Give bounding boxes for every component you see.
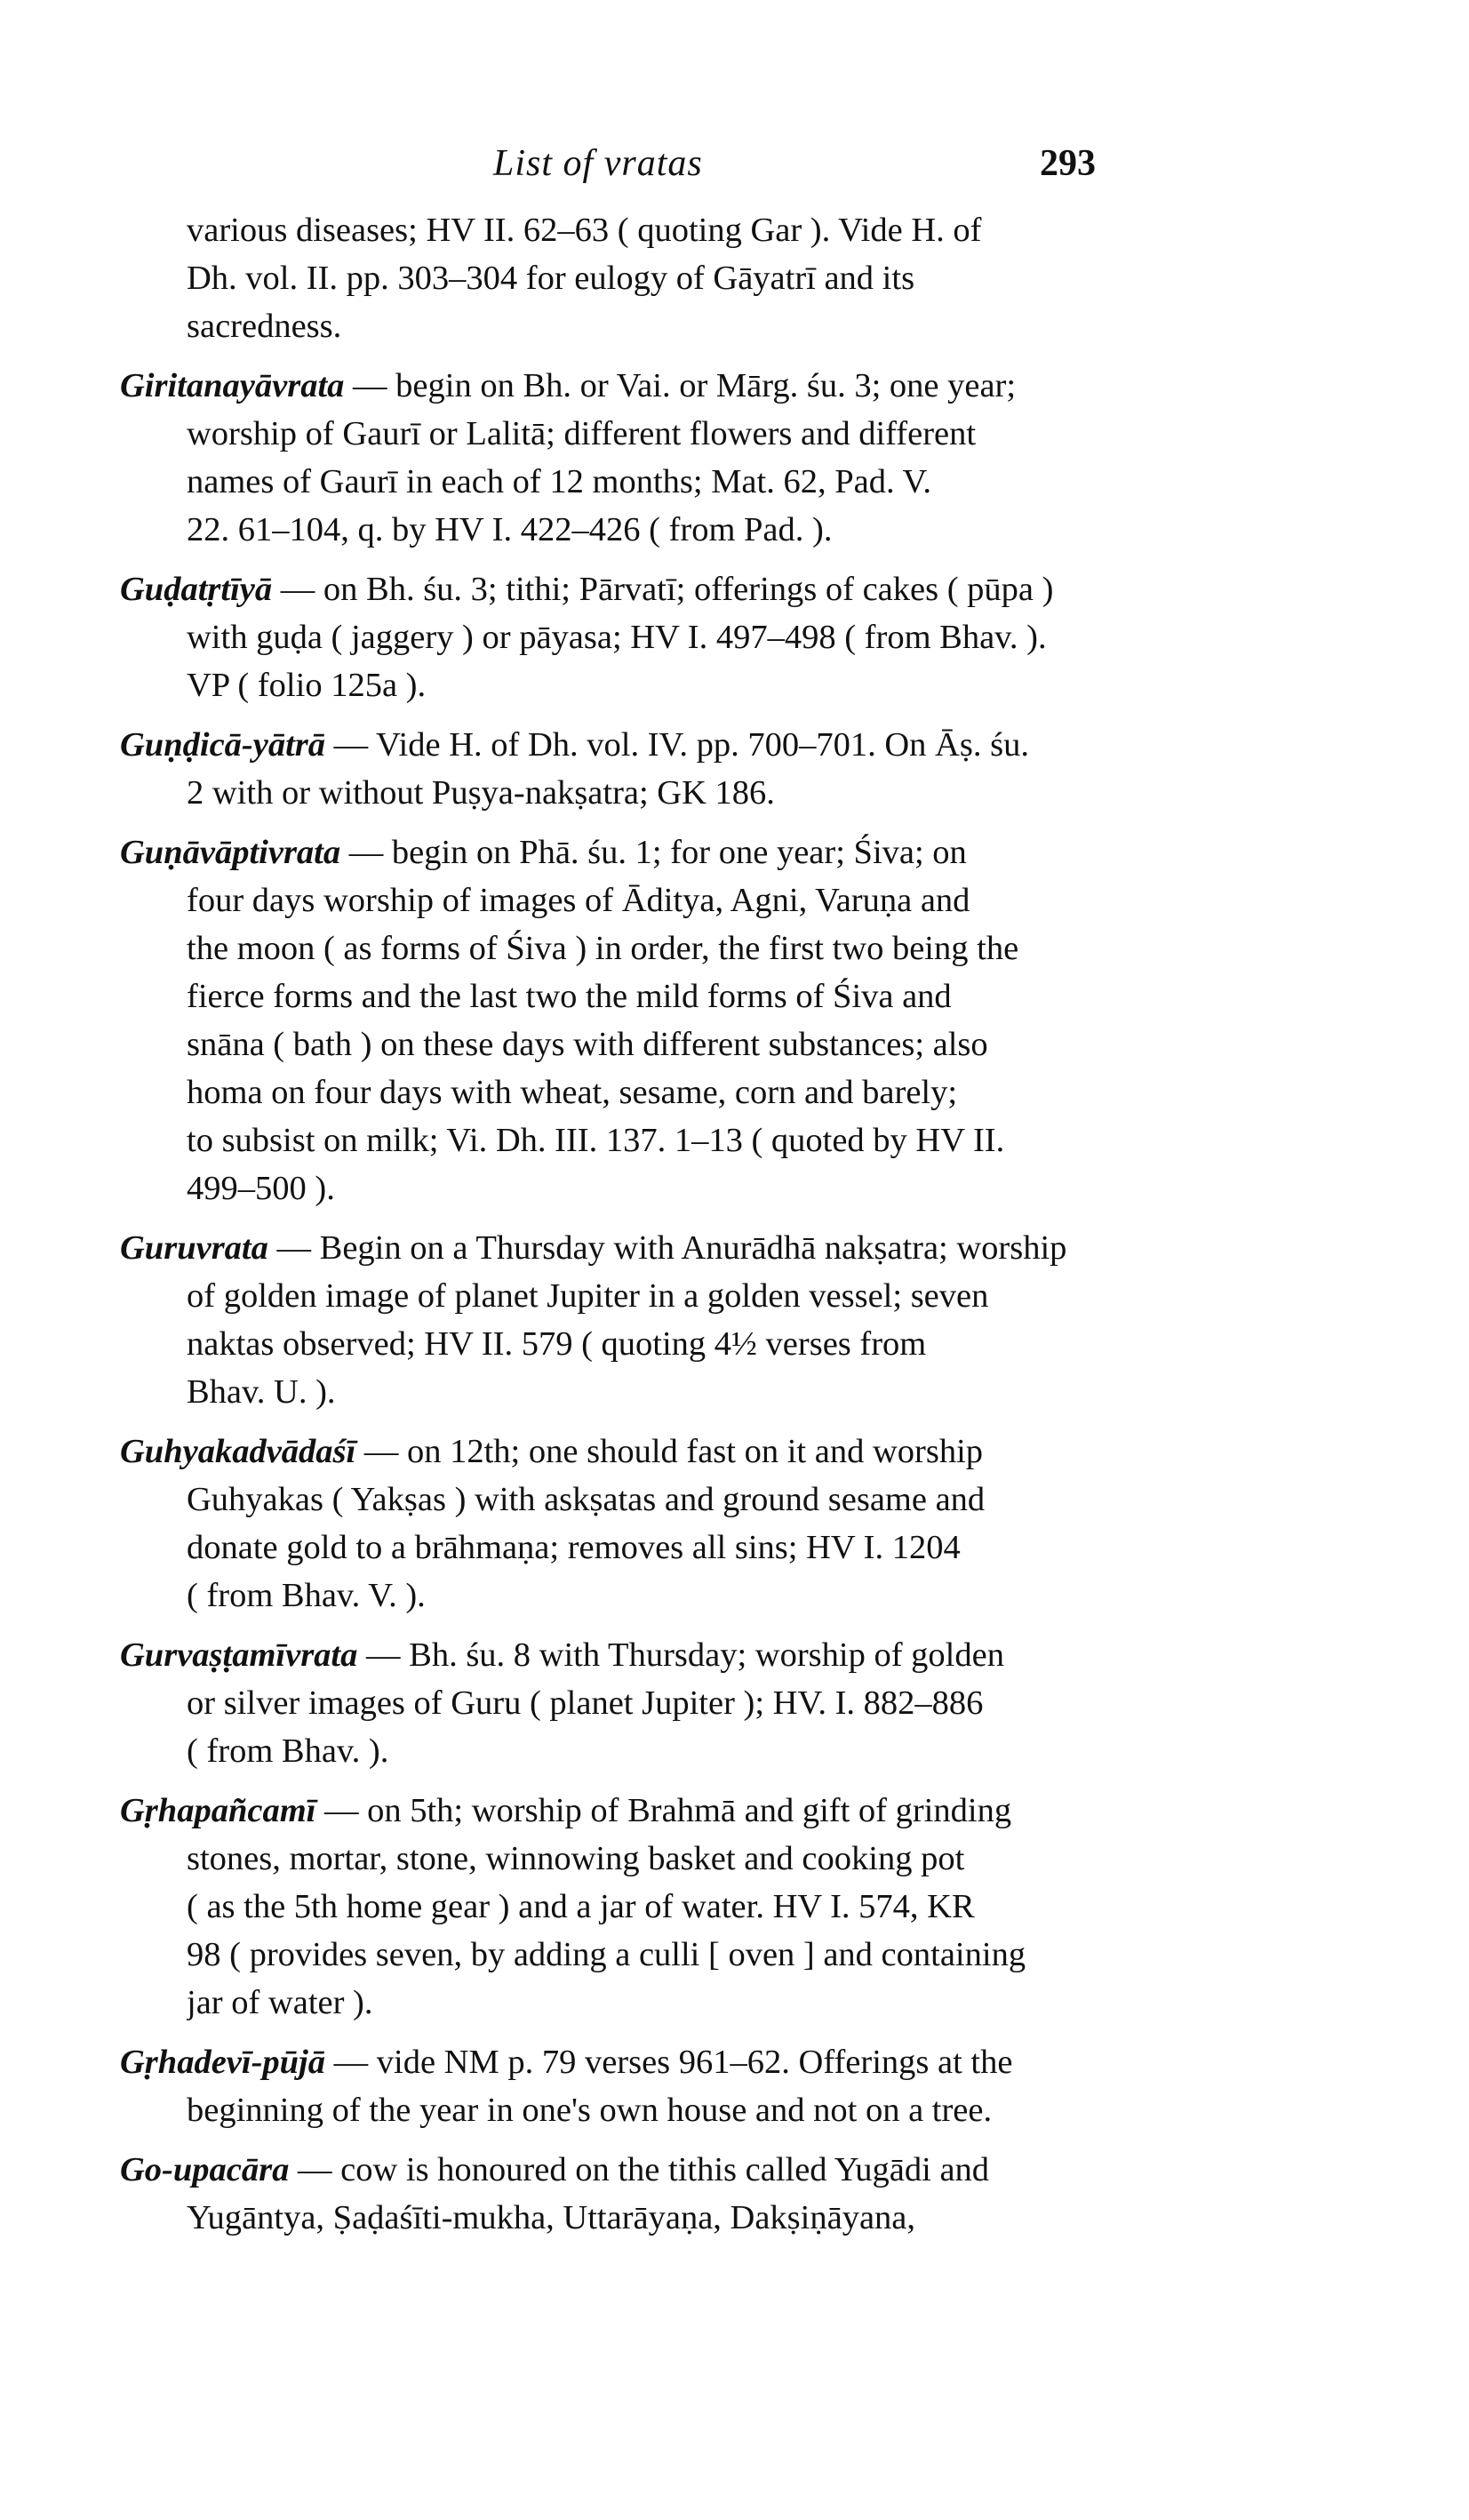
entry-line: sacredness. [187, 308, 342, 345]
entry-headword: Giritanayāvrata [120, 367, 345, 404]
list-item [120, 362, 1186, 554]
list-item [120, 1787, 1186, 2027]
entry-text: — Begin on a Thursday with Anurādhā nakṣatra; worship [267, 1229, 1067, 1267]
entry-line: 499–500 ). [187, 1170, 335, 1207]
running-head [0, 133, 1469, 196]
entry-line: with guḍa ( jaggery ) or pāyasa; HV I. 497–498 ( from Bhav. ). [187, 619, 1047, 656]
entry-line: Guhyakas ( Yakṣas ) with askṣatas and ground sesame and [187, 1481, 986, 1518]
list-item [120, 2146, 1186, 2242]
entry-line: VP ( folio 125a ). [187, 667, 427, 704]
entry-line: worship of Gaurī or Lalitā; different flowers and different [187, 415, 977, 452]
entry-line [120, 1428, 1186, 1476]
entry-line: donate gold to a brāhmaṇa; removes all sins; HV I. 1204 [187, 1529, 961, 1566]
list-item [120, 1224, 1186, 1416]
entry-line: of golden image of planet Jupiter in a golden vessel; seven [187, 1277, 989, 1315]
entry-line: various diseases; HV II. 62–63 ( quoting Gar ). Vide H. of [187, 212, 982, 249]
entry-line [120, 362, 1186, 410]
entry-line: naktas observed; HV II. 579 ( quoting 4½ verses from [187, 1325, 927, 1363]
entry-line: names of Gaurī in each of 12 months; Mat. 62, Pad. V. [187, 463, 931, 500]
entry-headword: Guḍatṛtīyā [120, 571, 273, 608]
entry-line [120, 721, 1186, 769]
entry-line: homa on four days with wheat, sesame, corn and barely; [187, 1074, 958, 1111]
entry-line [120, 1631, 1186, 1679]
entry-line: 22. 61–104, q. by HV I. 422–426 ( from Pad. ). [187, 511, 833, 548]
entry-headword: Guṇḍicā-yātrā [120, 726, 325, 764]
entry-text: — begin on Phā. śu. 1; for one year; Śiva; on [340, 834, 967, 871]
list-item [120, 565, 1186, 709]
entry-line: fierce forms and the last two the mild forms of Śiva and [187, 978, 952, 1015]
entry-headword: Gurvaṣṭamīvrata [120, 1636, 358, 1674]
entry-line [120, 565, 1186, 613]
entry-text: — cow is honoured on the tithis called Yugādi and [289, 2151, 990, 2188]
list-item [120, 721, 1186, 817]
entry-line [120, 1787, 1186, 1835]
list-item [120, 828, 1186, 1212]
entry-text: — vide NM p. 79 verses 961–62. Offerings at the [325, 2044, 1013, 2081]
entry-text: — on Bh. śu. 3; tithi; Pārvatī; offerings of cakes ( pūpa ) [272, 571, 1054, 608]
entry-line: Dh. vol. II. pp. 303–304 for eulogy of Gāyatrī and its [187, 260, 915, 297]
entry-line: ( from Bhav. ). [187, 1732, 389, 1770]
entry-line [120, 2146, 1186, 2194]
entry-text: — begin on Bh. or Vai. or Mārg. śu. 3; one year; [344, 367, 1017, 404]
entry-headword: Gṛhadevī-pūjā [120, 2044, 325, 2081]
entry-line: Yugāntya, Ṣaḍaśīti-mukha, Uttarāyaṇa, Dakṣiṇāyana, [187, 2199, 916, 2236]
entry-headword: Go-upacāra [120, 2151, 290, 2188]
entry-line: ( from Bhav. V. ). [187, 1577, 426, 1614]
entry-line: snāna ( bath ) on these days with different substances; also [187, 1026, 988, 1063]
entry-list [0, 206, 1469, 2253]
entry-line: to subsist on milk; Vi. Dh. III. 137. 1–13 ( quoted by HV II. [187, 1122, 1005, 1159]
page-number: 293 [1040, 143, 1096, 184]
entry-line: or silver images of Guru ( planet Jupiter ); HV. I. 882–886 [187, 1684, 984, 1722]
entry-line: stones, mortar, stone, winnowing basket and cooking pot [187, 1840, 965, 1877]
entry-text: — Vide H. of Dh. vol. IV. pp. 700–701. On Āṣ. śu. [325, 726, 1029, 764]
entry-headword: Guhyakadvādaśī [120, 1433, 356, 1470]
entry-line [120, 2038, 1186, 2086]
entry-line: beginning of the year in one's own house and not on a tree. [187, 2092, 993, 2129]
entry-line [120, 828, 1186, 876]
entry-line: ( as the 5th home gear ) and a jar of water. HV I. 574, KR [187, 1888, 975, 1925]
list-item [120, 1428, 1186, 1620]
entry-headword: Gṛhapañcamī [120, 1792, 316, 1829]
entry-line: four days worship of images of Āditya, Agni, Varuṇa and [187, 882, 970, 919]
entry-headword: Guruvrata [120, 1229, 268, 1267]
list-item [120, 2038, 1186, 2134]
entry-line: the moon ( as forms of Śiva ) in order, the first two being the [187, 930, 1019, 967]
list-item [120, 1631, 1186, 1775]
entry-line: jar of water ). [187, 1984, 373, 2021]
entry-line [120, 1224, 1186, 1272]
list-item [187, 206, 1186, 350]
entry-line: 2 with or without Puṣya-nakṣatra; GK 186. [187, 774, 775, 812]
entry-text: — Bh. śu. 8 with Thursday; worship of golden [357, 1636, 1004, 1674]
entry-headword: Guṇāvāptivrata [120, 834, 341, 871]
entry-text: — on 12th; one should fast on it and worship [355, 1433, 984, 1470]
entry-text: — on 5th; worship of Brahmā and gift of grinding [315, 1792, 1012, 1829]
running-title: List of vratas [493, 143, 703, 184]
entry-line: 98 ( provides seven, by adding a culli [ oven ] and containing [187, 1936, 1026, 1973]
entry-line: Bhav. U. ). [187, 1373, 336, 1411]
